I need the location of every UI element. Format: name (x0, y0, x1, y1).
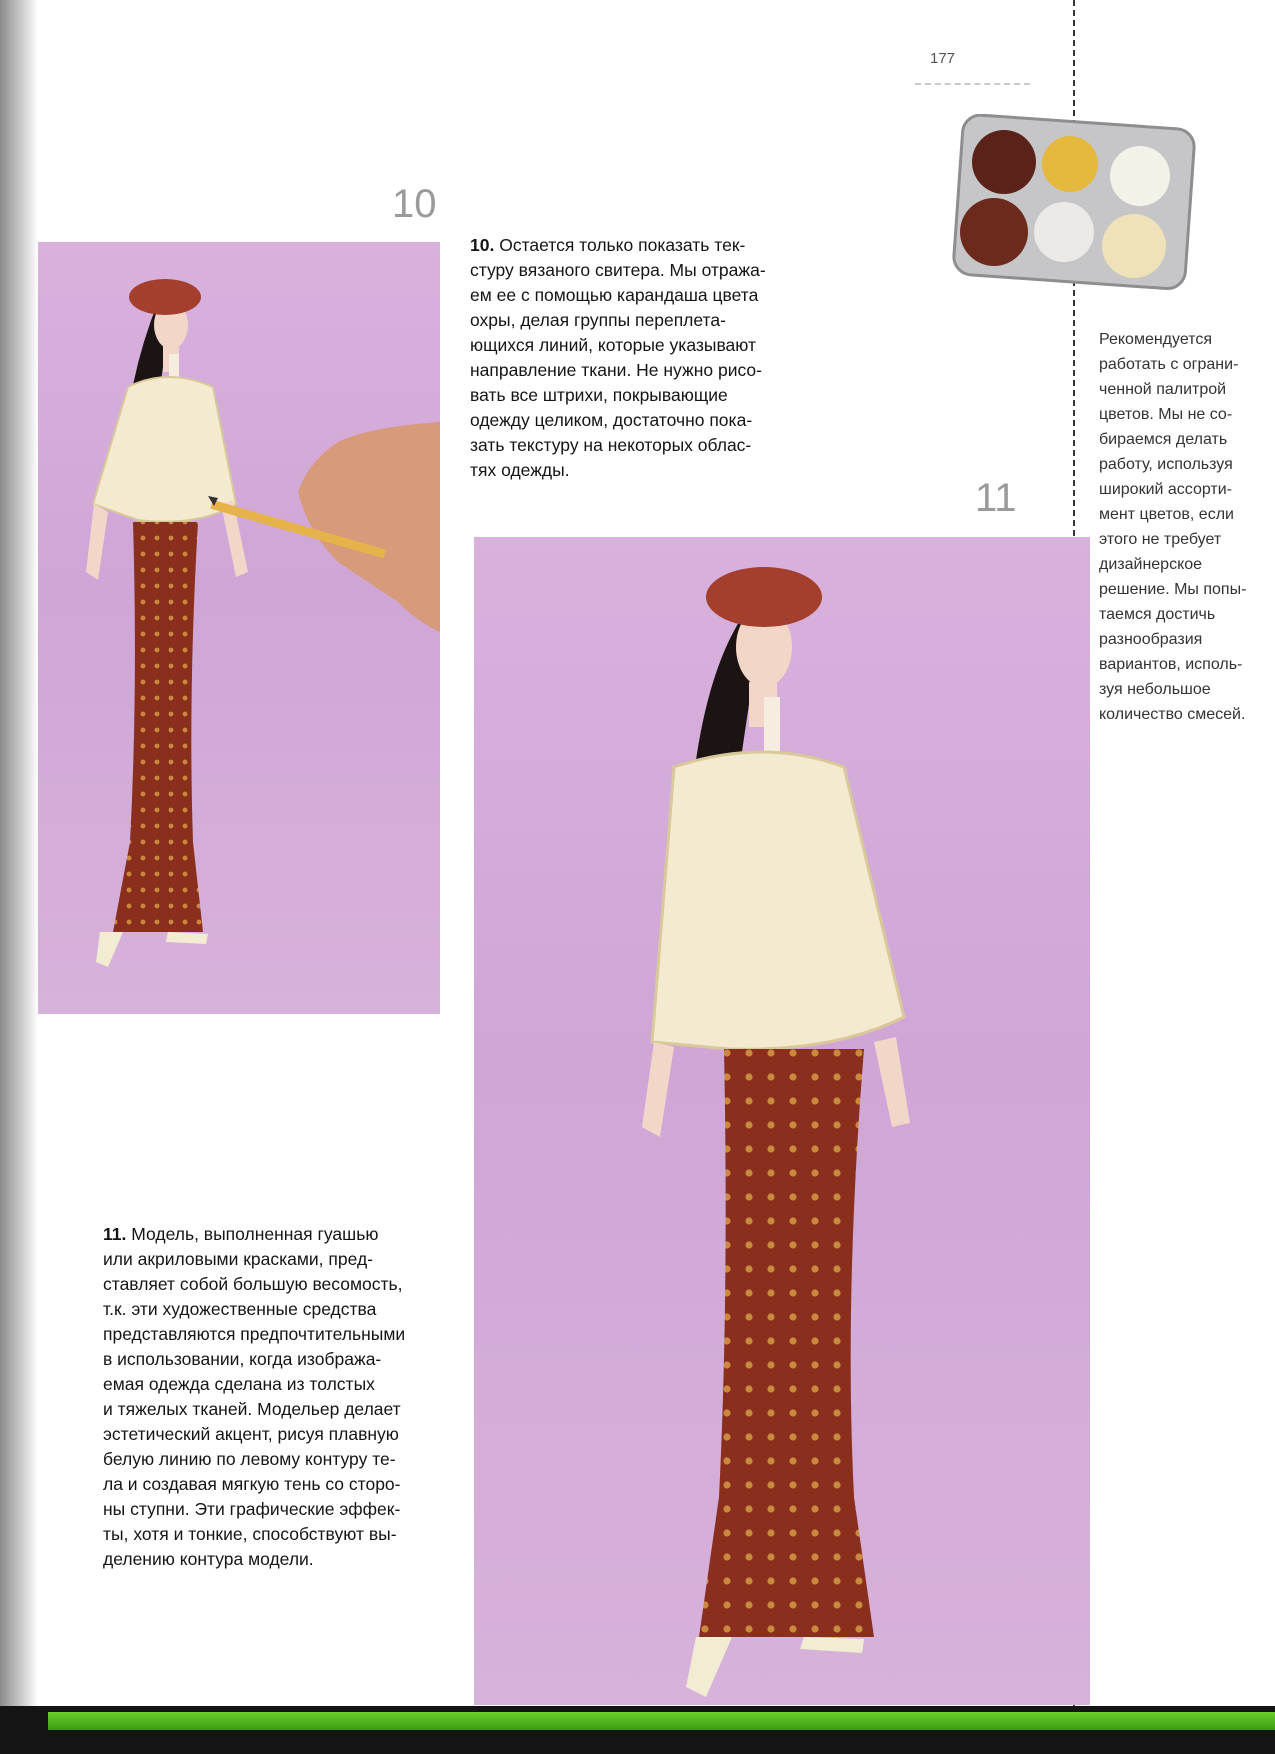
sidebar-line: мент цветов, если (1099, 506, 1234, 523)
book-spine-shadow (0, 0, 38, 1754)
sidebar-line: решение. Мы попы- (1099, 581, 1247, 598)
step-10-number: 10 (392, 182, 437, 226)
step-11-line: или акриловыми красками, пред- (103, 1249, 373, 1269)
step-11-line: делению контура модели. (103, 1549, 314, 1569)
step-11-number: 11 (975, 476, 1017, 520)
step-10-line: Остается только показать тек- (499, 235, 746, 255)
sidebar-line: работать с ограни- (1099, 356, 1239, 373)
illustration-step-10 (38, 242, 440, 1014)
sidebar-line: разнообразия (1099, 631, 1203, 648)
fashion-figure-drawing-10 (38, 242, 440, 1014)
step-11-line: ны ступни. Эти графические эффек- (103, 1499, 401, 1519)
sidebar-line: широкий ассорти- (1099, 481, 1233, 498)
sidebar-line: вариантов, исполь- (1099, 656, 1243, 673)
step-10-line: направление ткани. Не нужно рисо- (470, 360, 762, 380)
step-10-lead: 10. (470, 235, 495, 255)
sidebar-note (1099, 327, 1275, 727)
step-10-line: одежду целиком, достаточно пока- (470, 410, 753, 430)
step-10-line: охры, делая группы переплета- (470, 310, 726, 330)
step-11-line: емая одежда сделана из толстых (103, 1374, 375, 1394)
paint-palette-photo (952, 114, 1200, 294)
step-11-line: в использовании, когда изобража- (103, 1349, 382, 1369)
step-10-line: стуру вязаного свитера. Мы отража- (470, 260, 766, 280)
sidebar-line: цветов. Мы не со- (1099, 406, 1233, 423)
step-10-line: ем ее с помощью карандаша цвета (470, 285, 759, 305)
step-10-line: тях одежды. (470, 460, 570, 480)
step-10-line: вать все штрихи, покрывающие (470, 385, 728, 405)
step-11-line: Модель, выполненная гуашью (131, 1224, 379, 1244)
step-11-line: представляются предпочтительными (103, 1324, 406, 1344)
sidebar-line: этого не требует (1099, 531, 1222, 548)
step-11-line: ла и создавая мягкую тень со сторо- (103, 1474, 401, 1494)
sidebar-line: зуя небольшое (1099, 681, 1211, 698)
sidebar-line: количество смесей. (1099, 706, 1246, 723)
fashion-figure-drawing-11 (474, 537, 1090, 1705)
step-11-line: эстетический акцент, рисуя плавную (103, 1424, 399, 1444)
step-10-line: ющихся линий, которые указывают (470, 335, 757, 355)
step-11-line: белую линию по левому контуру те- (103, 1449, 396, 1469)
green-accent-strip (48, 1712, 1275, 1730)
step-11-text (103, 1222, 463, 1572)
step-11-line: и тяжелых тканей. Модельер делает (103, 1399, 401, 1419)
step-10-line: зать текстуру на некоторых облас- (470, 435, 752, 455)
step-10-text (470, 233, 830, 483)
step-11-line: ты, хотя и тонкие, способствуют вы- (103, 1524, 397, 1544)
sidebar-line: дизайнерское (1099, 556, 1203, 573)
step-11-line: т.к. эти художественные средства (103, 1299, 377, 1319)
step-11-line: ставляет собой большую весомость, (103, 1274, 403, 1294)
sidebar-line: таемся достичь (1099, 606, 1216, 623)
sidebar-line: работу, используя (1099, 456, 1233, 473)
sidebar-line: ченной палитрой (1099, 381, 1227, 398)
sidebar-line: бираемся делать (1099, 431, 1228, 448)
illustration-step-11 (474, 537, 1090, 1705)
step-11-lead: 11. (103, 1224, 127, 1244)
page-number-rule (915, 83, 1030, 85)
sidebar-line: Рекомендуется (1099, 331, 1213, 348)
page-number: 177 (930, 50, 956, 67)
